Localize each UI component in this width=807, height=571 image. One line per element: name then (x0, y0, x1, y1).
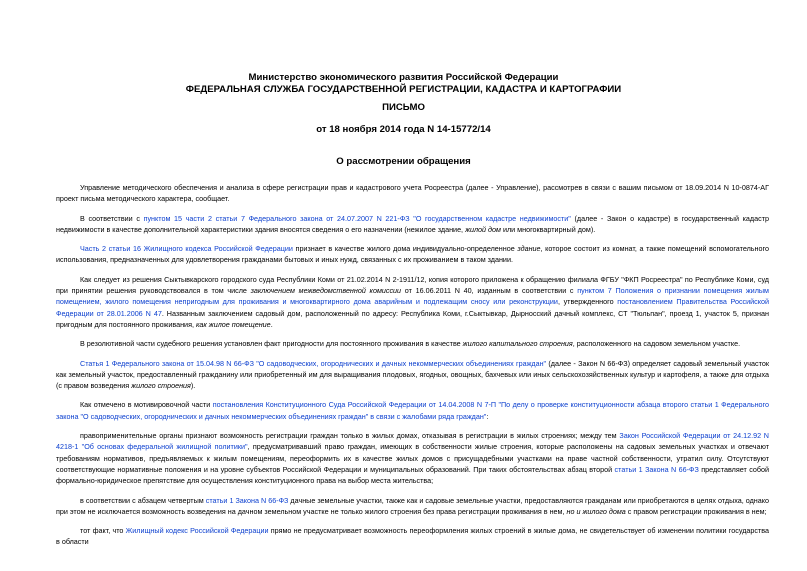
law-link[interactable]: Жилищный кодекс Российской Федерации (125, 526, 269, 536)
text-run: , расположенного на садовом земельном участке. (572, 339, 741, 349)
law-link[interactable]: пунктом 7 Положения о признании помещения жилым помещением, жилого помещения непригодным для проживания и многоквартирного дома аварийным и подлежащим сносу или реконструкции (56, 286, 769, 307)
italic-run: жилого капитального строения (462, 339, 573, 349)
italic-run: но и жилого дома (566, 506, 626, 516)
text-run: дачные земельные участки, также как и садовые земельные участки, предоставляются гражданам или приобретаются в целях отдыха, однако при этом не исключается возможность возведения на дачном земельном участке не только жилого строения без права регистрации проживания в нем, (56, 495, 769, 516)
law-link[interactable]: Статья 1 Федерального закона от 15.04.98 N 66-ФЗ "О садоводческих, огороднических и дачных некоммерческих объединениях граждан" (80, 358, 547, 368)
text-run: с правом регистрации проживания в нем; (625, 506, 767, 516)
text-run: в соответствии с абзацем четвертым (80, 495, 206, 505)
text-run: В резолютивной части судебного решения установлен факт пригодности для постоянного проживания в качестве (80, 339, 463, 349)
paragraph-6 (56, 358, 769, 392)
paragraph-9 (56, 495, 769, 518)
paragraph-4 (56, 274, 769, 330)
text-run: ). (190, 381, 196, 391)
document-type: ПИСЬМО (382, 102, 425, 113)
paragraph-2 (56, 213, 769, 236)
law-link[interactable]: статьи 1 Закона N 66-ФЗ (614, 464, 699, 474)
law-link[interactable]: статьи 1 Закона N 66-ФЗ (205, 495, 289, 505)
service-title: ФЕДЕРАЛЬНАЯ СЛУЖБА ГОСУДАРСТВЕННОЙ РЕГИСТРАЦИИ, КАДАСТРА И КАРТОГРАФИИ (185, 84, 622, 95)
italic-run: жилой дом (465, 224, 501, 234)
document-body (56, 182, 769, 556)
text-run: (далее - Закон о кадастре) в государственный кадастр недвижимости в качестве дополнительной характеристики здания вносятся сведения о его назначении (нежилое здание, (56, 213, 769, 234)
text-run: . (270, 319, 273, 329)
text-run: , утвержденного (557, 297, 618, 307)
italic-run: заключением межведомственной комиссии (250, 286, 402, 296)
text-run: правоприменительные органы признают возможность регистрации граждан только в жилых домах, отказывая в регистрации в жилых строениях; между тем (80, 431, 620, 441)
law-link[interactable]: Закон Российской Федерации от 24.12.92 N 4218-1 "Об основах федеральной жилищной политики" (56, 431, 769, 452)
text-run: тот факт, что (80, 526, 126, 536)
paragraph-7 (56, 399, 769, 422)
text-run: В соответствии с (80, 213, 144, 223)
text-run: , которое состоит из комнат, а также помещений вспомогательного использования, предназначенных для удовлетворения гражданами бытовых и иных нужд, связанных с их проживанием в таком здании. (56, 244, 769, 265)
italic-run: жилого строения (131, 381, 191, 391)
text-run: . Названным заключением садовый дом, расположенный по адресу: Республика Коми, г.Сыктывкар, Дырносский дачный комплекс, СТ "Тюльпан", проезд 1, участок 5, признан пригодным для постоянного проживания, (56, 308, 769, 329)
text-run: или многоквартирный дом). (500, 224, 596, 234)
law-link[interactable]: постановления Конституционного Суда Российской Федерации от 14.04.2008 N 7-П "По делу о проверке конституционности абзаца второго статьи 1 Федерального закона "О садоводческих, огороднических и дачных некоммерческих объединениях граждан" в связи с жалобами ряда граждан" (56, 400, 769, 421)
paragraph-3 (56, 243, 769, 266)
text-run: от 16.06.2011 N 40, изданным в соответствии с (401, 286, 578, 296)
text-run: (далее - Закон N 66-ФЗ) определяет садовый земельный участок как земельный участок, предоставленный гражданину или приобретенный им для выращивания плодовых, ягодных, овощных, бахчевых или иных сельскохозяйственных культур и картофеля, а также для отдыха (с правом возведения (56, 358, 769, 391)
law-link[interactable]: Часть 2 статьи 16 Жилищного кодекса Российской Федерации (80, 244, 293, 254)
text-run: признает в качестве жилого дома индивидуально-определенное (292, 244, 518, 254)
text-run: Как следует из решения Сыктывкарского городского суда Республики Коми от 21.02.2014 N 2-1911/12, копия которого приложена к обращению филиала ФГБУ "ФКП Росреестра" по Республике Коми, суд при принятии решения руководствовался в том числе (56, 274, 769, 296)
text-run: , предусматривавший право граждан, имеющих в собственности жилые строения, которые расположены на садовых земельных участках и отвечают требованиям нормативов, предъявляемых к жилым помещениям, переоформить их в качестве жилых домов с присущадебными участками на праве частной собственности, утратил силу. Отсутствуют соответствующие нормативные положения и на уровне субъектов Российской Федерации и муниципальных образований. При таких обстоятельствах абзац второй (56, 442, 769, 474)
paragraph-1 (56, 182, 769, 205)
text-run: : (486, 411, 489, 421)
italic-run: здание (517, 244, 541, 254)
text-run: представляет собой формально-юридическое препятствие для осуществления конституционного права на выбор места жительства; (56, 464, 769, 486)
italic-run: как жилое помещение (195, 319, 271, 329)
text-run: Как отмечено в мотивировочной части (80, 400, 213, 410)
paragraph-10 (56, 525, 769, 548)
paragraph-text: Управление методического обеспечения и анализа в сфере регистрации прав и кадастрового учета Росреестра (далее - Управление), рассмотрев в связи с вашим письмом от 18.09.2014 N 10-0874-АГ проект письма методического характера, сообщает. (56, 183, 769, 204)
law-link[interactable]: постановлением Правительства Российской Федерации от 28.01.2006 N 47 (56, 297, 769, 318)
document-date-number: от 18 ноября 2014 года N 14-15772/14 (316, 124, 491, 135)
text-run: прямо не предусматривает возможность переоформления жилых строений в жилые дома, не свидетельствует об изменении политики государства в области (56, 526, 770, 547)
document-subject: О рассмотрении обращения (336, 156, 471, 167)
ministry-title: Министерство экономического развития Российской Федерации (248, 72, 559, 83)
paragraph-5 (56, 338, 769, 349)
law-link[interactable]: пунктом 15 части 2 статьи 7 Федерального закона от 24.07.2007 N 221-ФЗ "О государственном кадастре недвижимости" (143, 213, 571, 223)
paragraph-8 (56, 430, 769, 486)
